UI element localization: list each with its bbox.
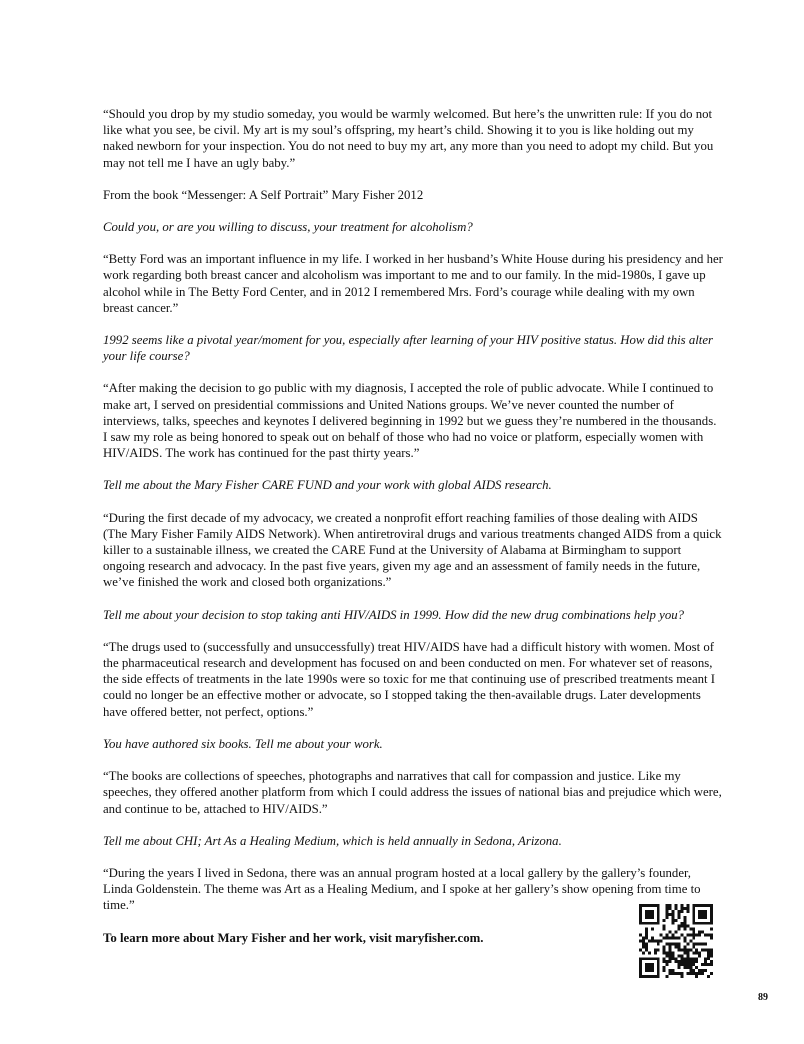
answer-books: “The books are collections of speeches, photographs and narratives that call for compassion and justice. Like my speeches, they offered another platform from which I could address the issues of national bias and prejudice which were, and continue to be, attached to HIV/AIDS.” bbox=[103, 769, 722, 816]
article-body bbox=[103, 106, 723, 962]
page-number: 89 bbox=[758, 992, 768, 1003]
question-drug-decision: Tell me about your decision to stop taking anti HIV/AIDS in 1999. How did the new drug combinations help you? bbox=[103, 607, 685, 622]
question-care-fund: Tell me about the Mary Fisher CARE FUND and your work with global AIDS research. bbox=[103, 478, 552, 493]
question-1992: 1992 seems like a pivotal year/moment for you, especially after learning of your HIV positive status. How did this alter your life course? bbox=[103, 333, 714, 364]
answer-1992: “After making the decision to go public with my diagnosis, I accepted the role of public advocate. While I continued to make art, I served on presidential commissions and United Nations groups. We’ve never counted the number of interviews, talks, speeches and keynotes I delivered beginning in 1992 but we guess they’re numbered in the thousands. I saw my role as being honored to speak out on behalf of those who had no voice or platform, especially women with HIV/AIDS. The work has continued for the past thirty years.” bbox=[103, 381, 717, 461]
paragraph-source-citation: From the book “Messenger: A Self Portrait” Mary Fisher 2012 bbox=[103, 187, 424, 202]
question-alcoholism: Could you, or are you willing to discuss, your treatment for alcoholism? bbox=[103, 220, 473, 235]
answer-chi: “During the years I lived in Sedona, there was an annual program hosted at a local gallery by the gallery’s founder, Linda Goldenstein. The theme was Art as a Healing Medium, and I spoke at her gallery’s show opening from time to time.” bbox=[103, 865, 701, 913]
question-chi: Tell me about CHI; Art As a Healing Medium, which is held annually in Sedona, Arizona. bbox=[103, 833, 562, 848]
paragraph-quote-studio: “Should you drop by my studio someday, you would be warmly welcomed. But here’s the unwritten rule: If you do not like what you see, be civil. My art is my soul’s offspring, my heart’s child. Showing it to you is like holding out my naked newborn for your inspection. You do not need to buy my art, any more than you need to adopt my child. But you may not tell me I have an ugly baby.” bbox=[103, 107, 714, 170]
answer-drug-decision: “The drugs used to (successfully and unsuccessfully) treat HIV/AIDS have had a difficult history with women. Most of the pharmaceutical research and development has focused on and been conducted on men. For whatever set of reasons, the side effects of treatments in the late 1990s were so toxic for me that continuing use of prescribed treatments meant I could no longer be an effective mother or advocate, so I stopped taking the then-available drugs. Later developments have offered better, not perfect, options.” bbox=[103, 639, 716, 719]
answer-alcoholism: “Betty Ford was an important influence in my life. I worked in her husband’s White House during his presidency and her work regarding both breast cancer and alcoholism was important to me and to our family. In the mid-1980s, I gave up alcohol while in The Betty Ford Center, and in 2012 I remembered Mrs. Ford’s courage while dealing with my own breast cancer.” bbox=[103, 252, 723, 315]
answer-care-fund: “During the first decade of my advocacy, we created a nonprofit effort reaching families of those dealing with AIDS (The Mary Fisher Family AIDS Network). When antiretroviral drugs and various treatments changed AIDS from a quick killer to a sustainable illness, we created the CARE Fund at the University of Alabama at Birmingham to support ongoing research and advocacy. In the past five years, given my age and an assessment of family needs in the future, we’ve finished the work and closed both organizations.” bbox=[103, 510, 722, 590]
qr-code[interactable] bbox=[639, 904, 713, 978]
learn-more-link-text: To learn more about Mary Fisher and her work, visit maryfisher.com. bbox=[103, 930, 484, 945]
question-books: You have authored six books. Tell me about your work. bbox=[103, 736, 383, 751]
